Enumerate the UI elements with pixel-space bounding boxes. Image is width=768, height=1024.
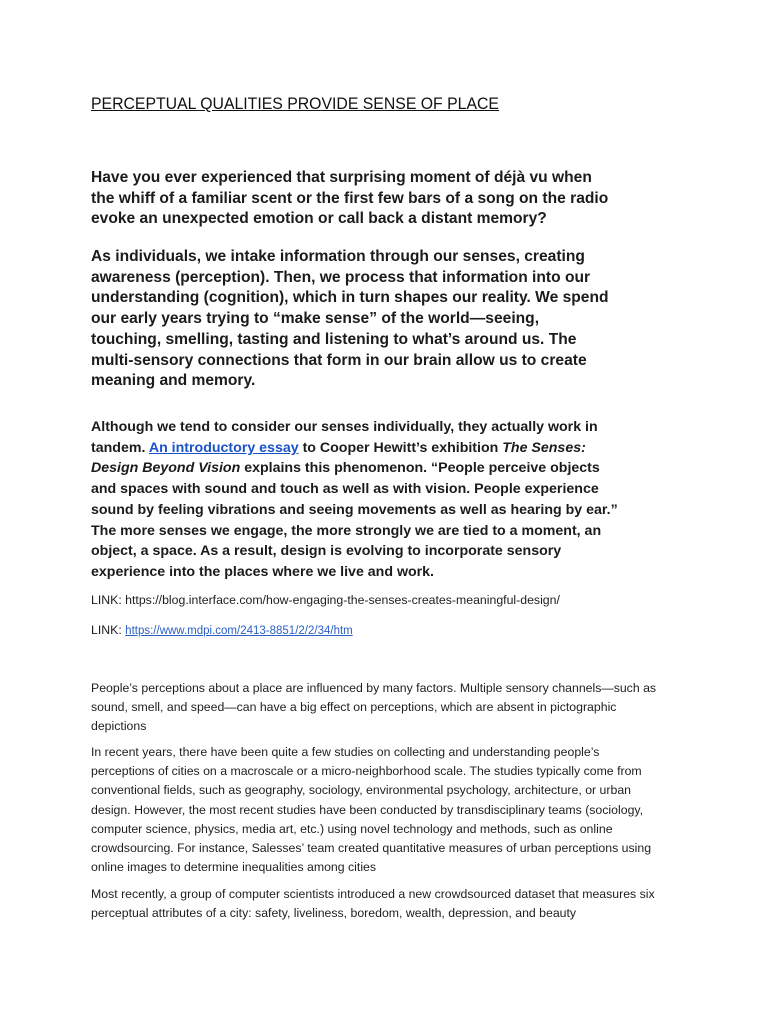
- text-line: understanding (cognition), which in turn shapes our reality. We spend: [91, 289, 609, 307]
- link-line-1: [91, 591, 691, 610]
- text-line: Although we tend to consider our senses individually, they actually work in: [91, 419, 598, 435]
- text-line: crowdsourcing. For instance, Salesses’ team created quantitative measures of urban perceptions using: [91, 841, 652, 856]
- exhibition-title-part1: The Senses:: [502, 439, 586, 456]
- link-label: LINK:: [91, 623, 126, 637]
- text-line: As individuals, we intake information through our senses, creating: [91, 248, 585, 265]
- text-line: design. However, the most recent studies have been conducted by transdisciplinary teams (sociology,: [91, 802, 644, 817]
- link-text: [91, 591, 691, 610]
- text-line: object, a space. As a result, design is evolving to incorporate sensory: [91, 543, 562, 560]
- dataset-paragraph: [91, 885, 691, 923]
- text-line: sound, smell, and speed—can have a big effect on perceptions, which are absent in pictographic: [91, 700, 617, 715]
- text-line: meaning and memory.: [91, 372, 256, 390]
- link-label: LINK:: [91, 593, 126, 607]
- introductory-essay-link[interactable]: An introductory essay: [148, 439, 299, 456]
- text-line: Have you ever experienced that surprising moment of déjà vu when: [91, 169, 592, 186]
- tandem-paragraph: [91, 417, 687, 583]
- text-line: The more senses we engage, the more strongly we are tied to a moment, an: [91, 522, 602, 539]
- blog-url: https://blog.interface.com/how-engaging-the-senses-creates-meaningful-design/: [125, 593, 560, 607]
- text-line: multi-sensory connections that form in our brain allow us to create: [91, 351, 587, 369]
- text-line: sound by feeling vibrations and seeing movements as well as hearing by ear.”: [91, 501, 618, 518]
- text-line: Most recently, a group of computer scientists introduced a new crowdsourced dataset that measures six: [91, 887, 655, 901]
- link-line-2: [91, 621, 691, 641]
- text-line: experience into the places where we live and work.: [91, 563, 434, 580]
- text-fragment: explains this phenomenon. “People perceive objects: [240, 460, 600, 477]
- text-line: and spaces with sound and touch as well as with vision. People experience: [91, 481, 599, 498]
- studies-paragraph: [91, 743, 691, 877]
- text-line: our early years trying to “make sense” of the world—seeing,: [91, 310, 540, 328]
- text-line: touching, smelling, tasting and listening to what’s around us. The: [91, 330, 577, 348]
- text-line: awareness (perception). Then, we process that information into our: [91, 268, 591, 286]
- text-line: perceptual attributes of a city: safety, liveliness, boredom, wealth, depression, and beauty: [91, 906, 577, 921]
- intro-paragraph: [91, 168, 691, 230]
- text-line: computer science, physics, media art, etc.) using novel technology and methods, such as online: [91, 821, 613, 836]
- text-line: online images to determine inequalities among cities: [91, 860, 377, 875]
- mdpi-url-link[interactable]: https://www.mdpi.com/2413-8851/2/2/34/htm: [125, 625, 353, 637]
- link-text: [91, 621, 691, 641]
- senses-paragraph: [91, 247, 691, 392]
- text-line: [91, 458, 687, 479]
- text-line: depictions: [91, 719, 147, 734]
- text-line: In recent years, there have been quite a few studies on collecting and understanding people’s: [91, 745, 600, 759]
- page-title: PERCEPTUAL QUALITIES PROVIDE SENSE OF PLACE: [91, 94, 499, 113]
- text-line: conventional fields, such as geography, sociology, environmental psychology, architecture, or urban: [91, 783, 631, 798]
- text-line: perceptions of cities on a macroscale or a micro-neighborhood scale. The studies typically come from: [91, 764, 642, 779]
- text-line: the whiff of a familiar scent or the first few bars of a song on the radio: [91, 189, 609, 207]
- text-line: [91, 438, 687, 459]
- text-line: People’s perceptions about a place are influenced by many factors. Multiple sensory channels—such as: [91, 681, 657, 695]
- text-fragment: tandem.: [91, 439, 146, 456]
- exhibition-title-part2: Design Beyond Vision: [91, 460, 241, 477]
- text-line: evoke an unexpected emotion or call back a distant memory?: [91, 210, 547, 228]
- text-fragment: to Cooper Hewitt’s exhibition: [298, 439, 503, 456]
- perceptions-paragraph: [91, 679, 691, 737]
